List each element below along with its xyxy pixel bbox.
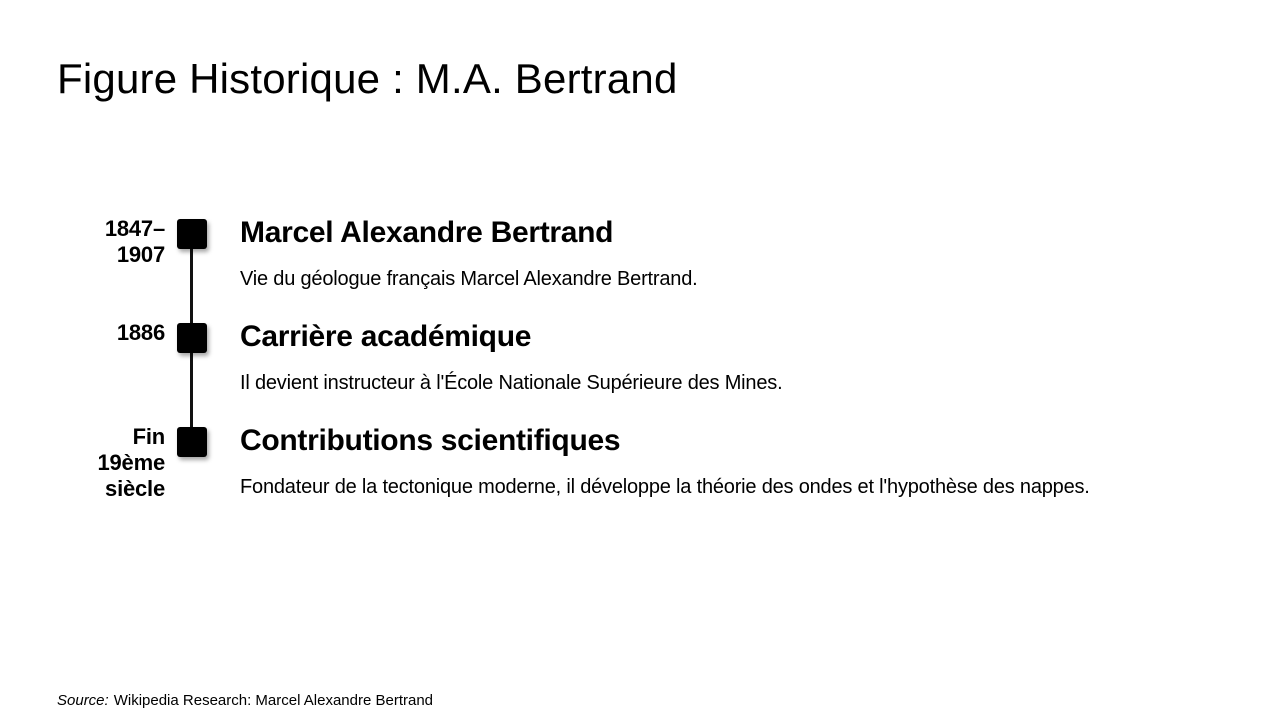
entry-content <box>240 424 1230 499</box>
source-text: Wikipedia Research: Marcel Alexandre Bertrand <box>113 692 434 709</box>
entry-content <box>240 320 1230 395</box>
timeline-entry <box>90 424 1230 528</box>
timeline-marker-square <box>177 427 207 457</box>
timeline-marker-square <box>177 323 207 353</box>
source-prefix-label: Source: <box>57 692 109 709</box>
timeline <box>90 216 1230 528</box>
entry-description: Il devient instructeur à l'École Nationale Supérieure des Mines. <box>240 372 783 394</box>
entry-title: Marcel Alexandre Bertrand <box>240 216 614 249</box>
timeline-marker-square <box>177 219 207 249</box>
timeline-entry <box>90 320 1230 424</box>
entry-title: Contributions scientifiques <box>240 424 621 457</box>
entry-description: Fondateur de la tectonique moderne, il développe la théorie des ondes et l'hypothèse des nappes. <box>240 476 1090 498</box>
entry-date: 1847–1907 <box>104 216 165 267</box>
timeline-entry <box>90 216 1230 320</box>
entry-date: 1886 <box>116 320 165 345</box>
entry-title: Carrière académique <box>240 320 532 353</box>
entry-content <box>240 216 1230 291</box>
entry-description: Vie du géologue français Marcel Alexandre Bertrand. <box>240 268 698 290</box>
source-note <box>57 692 433 710</box>
page-title: Figure Historique : M.A. Bertrand <box>57 55 678 102</box>
entry-date: Fin 19ème siècle <box>97 424 165 501</box>
